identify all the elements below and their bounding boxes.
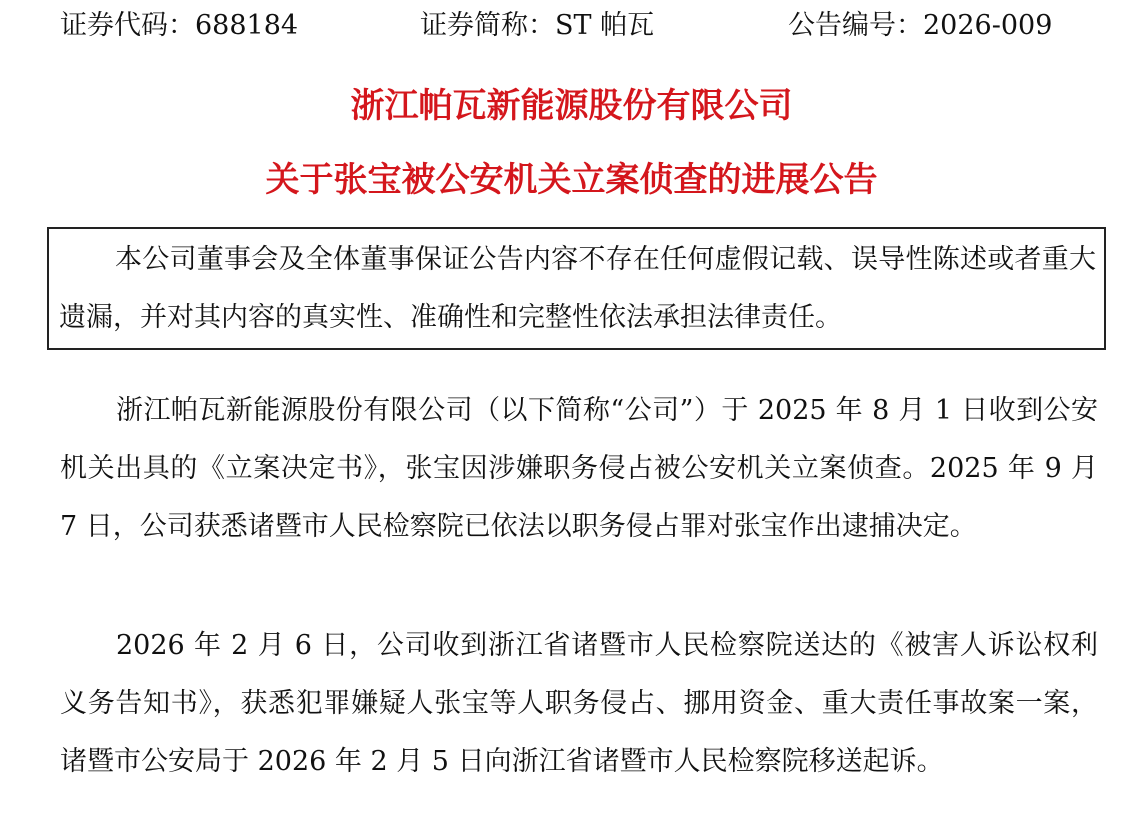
company-title: 浙江帕瓦新能源股份有限公司 (350, 86, 793, 126)
announcement-title: 关于张宝被公安机关立案侦查的进展公告 (265, 160, 878, 200)
announcement-header (0, 6, 1143, 46)
security-code: 证券代码：688184 (60, 10, 299, 41)
body-paragraph-2: 2026 年 2 月 6 日，公司收到浙江省诸暨市人民检察院送达的《被害人诉讼权利义务告知书》，获悉犯罪嫌疑人张宝等人职务侵占、挪用资金、重大责任事故案一案，诸暨市公安局于 2026 年 2 月 5 日向浙江省诸暨市人民检察院移送起诉。 (60, 630, 1098, 777)
notice-text: 本公司董事会及全体董事保证公告内容不存在任何虚假记载、误导性陈述或者重大遗漏，并对其内容的真实性、准确性和完整性依法承担法律责任。 (59, 244, 1096, 333)
announcement-number: 公告编号：2026-009 (788, 10, 1053, 41)
board-guarantee-notice (47, 227, 1106, 350)
security-abbreviation: 证券简称：ST 帕瓦 (420, 10, 655, 41)
body-paragraph-1: 浙江帕瓦新能源股份有限公司（以下简称“公司”）于 2025 年 8 月 1 日收到公安机关出具的《立案决定书》，张宝因涉嫌职务侵占被公安机关立案侦查。2025 年 9 月 7 日，公司获悉诸暨市人民检察院已依法以职务侵占罪对张宝作出逮捕决定。 (60, 395, 1098, 542)
